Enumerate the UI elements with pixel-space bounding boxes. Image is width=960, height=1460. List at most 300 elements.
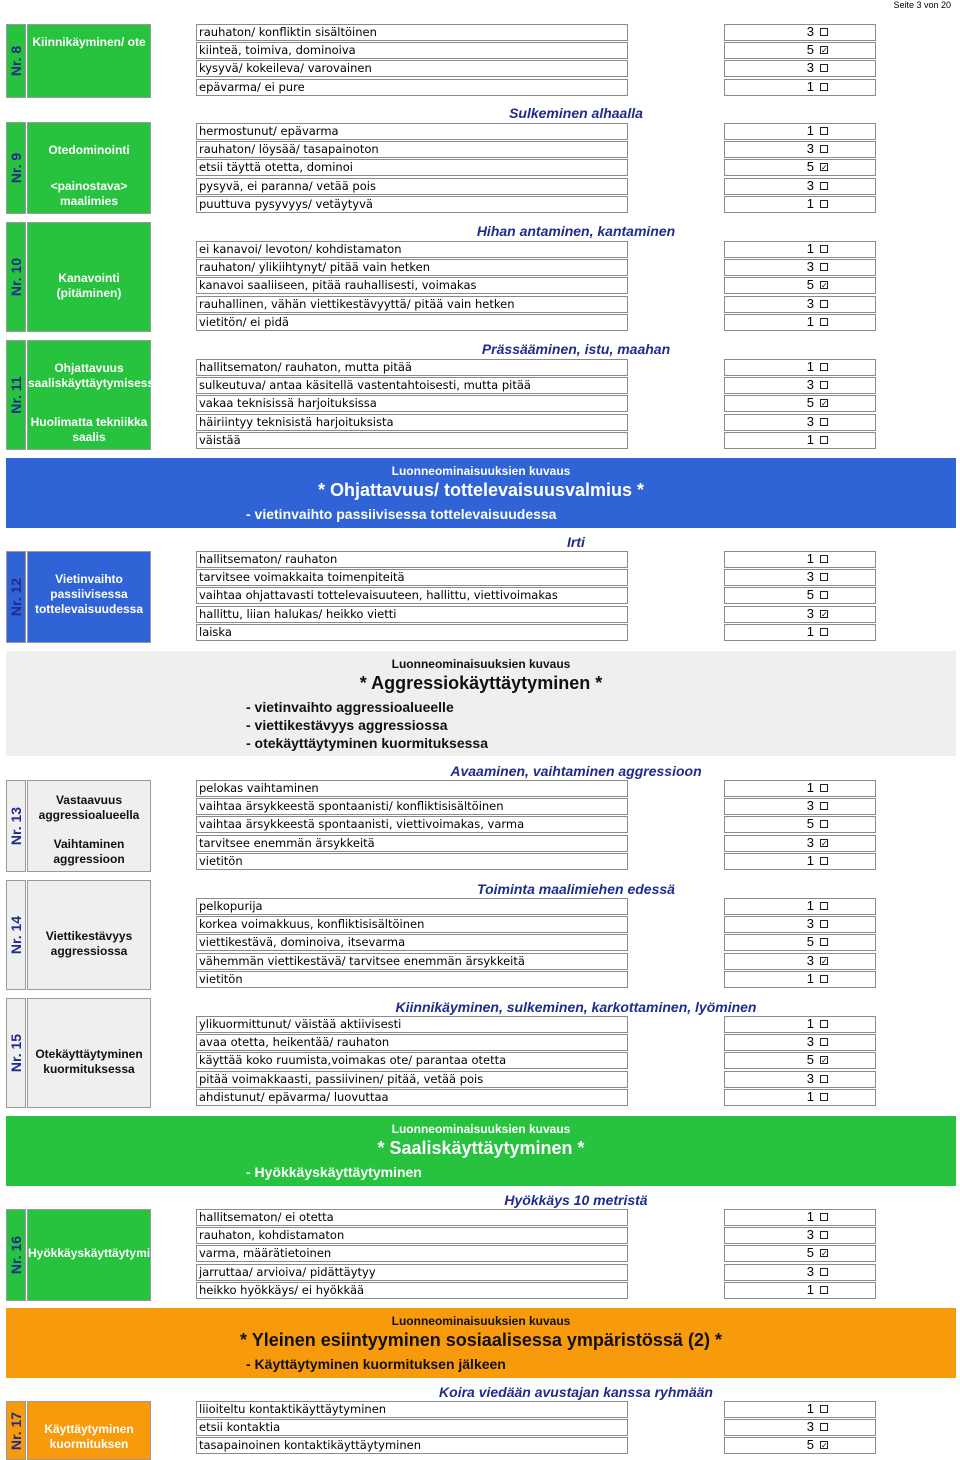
score-checkbox[interactable]	[820, 1038, 828, 1046]
rating-row	[196, 1264, 876, 1282]
score-checkbox[interactable]	[820, 318, 828, 326]
score-cell	[724, 606, 876, 623]
rating-description: varma, määrätietoinen	[196, 1245, 628, 1262]
score-value: 1	[806, 1209, 814, 1224]
description-banner	[6, 1308, 956, 1378]
item-label: Otekäyttäytyminen kuormituksessa	[35, 1047, 143, 1076]
item-label: Ohjattavuus saaliskäyttäytymisessä	[28, 361, 161, 390]
score-checkbox[interactable]	[820, 802, 828, 810]
rating-description: kysyvä/ kokeileva/ varovainen	[196, 60, 628, 77]
item-number-text: Nr. 16	[8, 1235, 24, 1275]
rating-row	[196, 259, 876, 277]
score-cell	[724, 432, 876, 449]
item-number	[6, 122, 26, 214]
score-checkbox[interactable]	[820, 938, 828, 946]
score-checkbox[interactable]	[820, 263, 828, 271]
rating-description: liioiteltu kontaktikäyttäytyminen	[196, 1401, 628, 1418]
rating-row	[196, 123, 876, 141]
score-value: 3	[806, 605, 814, 621]
score-cell	[724, 624, 876, 641]
score-checkbox[interactable]	[820, 200, 828, 208]
rating-description: hallitsematon/ ei otetta	[196, 1209, 628, 1226]
section-title: Kiinnikäyminen, sulkeminen, karkottaminen, lyöminen	[395, 999, 757, 1015]
rating-description: hallittu, liian halukas/ heikko vietti	[196, 606, 628, 623]
score-checkbox[interactable]	[820, 127, 828, 135]
score-value: 1	[806, 623, 814, 639]
banner-title: * Aggressiokäyttäytyminen *	[359, 673, 603, 693]
item-number-text: Nr. 15	[8, 1033, 24, 1073]
item-label: Kanavointi (pitäminen)	[56, 271, 122, 300]
item-label-cell	[27, 780, 151, 872]
score-checkbox[interactable]: ✓	[821, 399, 828, 409]
rating-description: sulkeutuva/ antaa käsitellä vastentahtoisesti, mutta pitää	[196, 377, 628, 394]
rating-row	[196, 414, 876, 432]
rating-row	[196, 359, 876, 377]
score-value: 5	[806, 1052, 814, 1068]
item-label: Viettikestävyys aggressiossa	[45, 929, 133, 958]
section-title: Prässääminen, istu, maahan	[481, 341, 671, 357]
rating-row	[196, 296, 876, 314]
rating-row	[196, 1245, 876, 1263]
rating-description: ahdistunut/ epävarma/ luovuttaa	[196, 1089, 628, 1106]
score-value: 1	[806, 241, 814, 256]
score-checkbox[interactable]: ✓	[821, 46, 828, 56]
item-label: Vaihtaminen aggressioon	[53, 837, 125, 866]
score-cell	[724, 971, 876, 988]
score-checkbox[interactable]	[820, 1075, 828, 1083]
banner-subtitle: - Hyökkäyskäyttäytyminen	[246, 1164, 422, 1180]
rating-row	[196, 934, 876, 952]
item-label: Käyttäytyminen kuormituksen	[44, 1422, 134, 1451]
rating-row	[196, 953, 876, 971]
score-value: 5	[806, 1245, 814, 1261]
score-checkbox[interactable]: ✓	[821, 956, 828, 966]
score-value: 1	[806, 551, 814, 566]
score-cell	[724, 934, 876, 951]
item-number-text: Nr. 11	[8, 376, 24, 414]
score-checkbox[interactable]	[820, 591, 828, 599]
score-cell	[724, 1245, 876, 1262]
score-cell	[724, 587, 876, 604]
score-checkbox[interactable]	[820, 363, 828, 371]
score-cell	[724, 196, 876, 213]
rating-row	[196, 1071, 876, 1089]
score-checkbox[interactable]	[820, 920, 828, 928]
rating-description: tarvitsee voimakkaita toimenpiteitä	[196, 569, 628, 586]
rating-description: rauhaton/ konfliktin sisältöinen	[196, 24, 628, 41]
score-checkbox[interactable]: ✓	[821, 1249, 828, 1259]
description-banner	[6, 458, 956, 528]
rating-description: ylikuormittunut/ väistää aktiivisesti	[196, 1016, 628, 1033]
score-cell	[724, 359, 876, 376]
item-label: Hyökkäyskäyttäytyminen	[28, 1246, 172, 1260]
score-checkbox[interactable]	[820, 975, 828, 983]
score-cell	[724, 551, 876, 568]
score-value: 3	[806, 834, 814, 850]
page-indicator: Seite 3 von 20	[893, 0, 951, 10]
description-banner	[6, 1116, 956, 1186]
item-label-cell	[27, 998, 151, 1108]
rating-description: hallitsematon/ rauhaton, mutta pitää	[196, 359, 628, 376]
rating-row	[196, 1437, 876, 1455]
rating-description: pelokas vaihtaminen	[196, 780, 628, 797]
rating-description: vakaa teknisissä harjoituksissa	[196, 395, 628, 412]
score-value: 3	[806, 798, 814, 814]
rating-description: vaihtaa ohjattavasti tottelevaisuuteen, hallittu, viettivoimakas	[196, 587, 628, 604]
rating-description: laiska	[196, 624, 628, 641]
rating-row	[196, 971, 876, 989]
score-checkbox[interactable]	[820, 820, 828, 828]
score-cell	[724, 916, 876, 933]
score-value: 1	[806, 1401, 814, 1416]
item-number-text: Nr. 17	[8, 1411, 24, 1450]
score-cell	[724, 1419, 876, 1436]
rating-description: epävarma/ ei pure	[196, 79, 628, 96]
score-value: 3	[806, 1034, 814, 1050]
rating-description: kanavoi saaliiseen, pitää rauhallisesti, voimakas	[196, 277, 628, 294]
score-value: 5	[806, 159, 814, 175]
item-number-text: Nr. 12	[8, 577, 24, 617]
score-value: 3	[806, 177, 814, 193]
score-checkbox[interactable]	[820, 145, 828, 153]
score-cell	[724, 159, 876, 176]
score-checkbox[interactable]	[820, 1405, 828, 1413]
rating-description: käyttää koko ruumista,voimakas ote/ parantaa otetta	[196, 1052, 628, 1069]
item-number	[6, 222, 26, 332]
rating-description: vaihtaa ärsykkeestä spontaanisti/ konfliktisisältöinen	[196, 798, 628, 815]
score-checkbox[interactable]	[820, 28, 828, 36]
rating-row	[196, 178, 876, 196]
score-cell	[724, 141, 876, 158]
rating-row	[196, 1089, 876, 1107]
rating-row	[196, 1227, 876, 1245]
section-title: Koira viedään avustajan kanssa ryhmään	[439, 1384, 713, 1400]
score-value: 3	[806, 1419, 814, 1435]
score-value: 5	[806, 816, 814, 832]
rating-row	[196, 24, 876, 42]
rating-row	[196, 79, 876, 97]
score-checkbox[interactable]	[820, 1020, 828, 1028]
score-value: 1	[806, 359, 814, 374]
banner-subtitle: - otekäyttäytyminen kuormituksessa	[246, 735, 488, 751]
score-cell	[724, 1264, 876, 1281]
rating-row	[196, 1016, 876, 1034]
score-checkbox[interactable]	[820, 1093, 828, 1101]
score-checkbox[interactable]	[820, 857, 828, 865]
score-value: 5	[806, 1437, 814, 1453]
score-checkbox[interactable]	[820, 1213, 828, 1221]
rating-row	[196, 916, 876, 934]
score-value: 3	[806, 377, 814, 393]
rating-row	[196, 551, 876, 569]
banner-caption: Luonneominaisuuksien kuvaus	[391, 464, 571, 478]
score-cell	[724, 1016, 876, 1033]
score-value: 3	[806, 1263, 814, 1279]
score-value: 5	[806, 277, 814, 293]
score-cell	[724, 395, 876, 412]
score-cell	[724, 1034, 876, 1051]
score-cell	[724, 277, 876, 294]
score-cell	[724, 1227, 876, 1244]
item-number	[6, 780, 26, 872]
section-title: Avaaminen, vaihtaminen aggressioon	[450, 763, 702, 779]
score-checkbox[interactable]	[820, 784, 828, 792]
rating-row	[196, 159, 876, 177]
score-checkbox[interactable]	[820, 300, 828, 308]
score-checkbox[interactable]: ✓	[821, 1056, 828, 1066]
section-title: Irti	[567, 534, 585, 550]
score-cell	[724, 42, 876, 59]
score-value: 1	[806, 898, 814, 913]
item-label-cell	[27, 1401, 151, 1460]
banner-title: * Ohjattavuus/ tottelevaisuusvalmius *	[317, 480, 645, 500]
banner-subtitle: - viettikestävyys aggressiossa	[246, 717, 448, 733]
rating-description: tasapainoinen kontaktikäyttäytyminen	[196, 1437, 628, 1454]
section-title: Hyökkäys 10 metristä	[504, 1192, 648, 1208]
rating-description: vietitön/ ei pidä	[196, 314, 628, 331]
score-cell	[724, 1089, 876, 1106]
rating-row	[196, 1209, 876, 1227]
item-label-cell	[27, 122, 151, 214]
score-checkbox[interactable]	[820, 64, 828, 72]
item-number	[6, 340, 26, 450]
section-title: Hihan antaminen, kantaminen	[476, 223, 676, 239]
rating-description: viettikestävä, dominoiva, itsevarma	[196, 934, 628, 951]
score-cell	[724, 816, 876, 833]
score-cell	[724, 953, 876, 970]
rating-row	[196, 835, 876, 853]
rating-description: pysyvä, ei paranna/ vetää pois	[196, 178, 628, 195]
score-value: 1	[806, 313, 814, 329]
score-checkbox[interactable]	[820, 245, 828, 253]
rating-row	[196, 1419, 876, 1437]
score-checkbox[interactable]	[820, 1231, 828, 1239]
rating-row	[196, 1282, 876, 1300]
item-label: Kiinnikäyminen/ ote	[32, 35, 146, 49]
item-number	[6, 998, 26, 1108]
rating-description: kiinteä, toimiva, dominoiva	[196, 42, 628, 59]
rating-row	[196, 141, 876, 159]
score-value: 3	[806, 141, 814, 157]
score-cell	[724, 835, 876, 852]
rating-description: rauhaton/ löysää/ tasapainoton	[196, 141, 628, 158]
item-label: Vastaavuus aggressioalueella	[38, 793, 140, 822]
score-cell	[724, 178, 876, 195]
score-cell	[724, 259, 876, 276]
rating-row	[196, 395, 876, 413]
score-cell	[724, 123, 876, 140]
score-cell	[724, 1052, 876, 1069]
item-label-cell	[27, 340, 161, 450]
score-cell	[724, 377, 876, 394]
banner-caption: Luonneominaisuuksien kuvaus	[391, 1122, 571, 1136]
score-checkbox[interactable]: ✓	[821, 163, 828, 173]
score-cell	[724, 569, 876, 586]
score-value: 5	[806, 934, 814, 950]
score-value: 3	[806, 413, 814, 429]
score-value: 3	[806, 1070, 814, 1086]
score-cell	[724, 1209, 876, 1226]
item-number-text: Nr. 9	[8, 152, 24, 184]
score-checkbox[interactable]	[820, 418, 828, 426]
item-label-cell	[27, 1209, 172, 1301]
item-label-cell	[27, 551, 151, 643]
score-value: 1	[806, 123, 814, 138]
rating-row	[196, 241, 876, 259]
score-value: 1	[806, 195, 814, 211]
score-checkbox[interactable]	[820, 555, 828, 563]
score-value: 3	[806, 916, 814, 932]
rating-description: hallitsematon/ rauhaton	[196, 551, 628, 568]
score-cell	[724, 798, 876, 815]
score-value: 3	[806, 952, 814, 968]
score-checkbox[interactable]	[820, 1423, 828, 1431]
score-cell	[724, 1071, 876, 1088]
score-checkbox[interactable]: ✓	[821, 609, 828, 619]
item-number-text: Nr. 14	[8, 915, 24, 955]
rating-description: pitää voimakkaasti, passiivinen/ pitää, vetää pois	[196, 1071, 628, 1088]
score-cell	[724, 296, 876, 313]
score-cell	[724, 314, 876, 331]
section-title: Toiminta maalimiehen edessä	[477, 881, 675, 897]
score-value: 3	[806, 60, 814, 76]
rating-description: etsii kontaktia	[196, 1419, 628, 1436]
rating-description: tarvitsee enemmän ärsykkeitä	[196, 835, 628, 852]
banner-subtitle: - Käyttäytyminen kuormituksen jälkeen	[246, 1356, 506, 1372]
banner-caption: Luonneominaisuuksien kuvaus	[391, 1314, 571, 1328]
rating-row	[196, 798, 876, 816]
score-value: 5	[806, 395, 814, 411]
rating-description: väistää	[196, 432, 628, 449]
rating-description: rauhallinen, vähän viettikestävyyttä/ pitää vain hetken	[196, 296, 628, 313]
item-number-text: Nr. 8	[8, 45, 24, 77]
score-cell	[724, 780, 876, 797]
score-cell	[724, 1282, 876, 1299]
rating-description: vähemmän viettikestävä/ tarvitsee enemmän ärsykkeitä	[196, 953, 628, 970]
score-value: 1	[806, 431, 814, 447]
banner-title: * Saaliskäyttäytyminen *	[377, 1138, 585, 1158]
rating-description: pelkopurija	[196, 898, 628, 915]
score-checkbox[interactable]	[820, 1268, 828, 1276]
banner-subtitle: - vietinvaihto aggressioalueelle	[246, 699, 454, 715]
item-label: Otedominointi	[48, 143, 130, 157]
score-checkbox[interactable]: ✓	[821, 1441, 828, 1451]
score-cell	[724, 241, 876, 258]
item-label: <painostava> maalimies	[50, 179, 128, 208]
score-value: 5	[806, 587, 814, 603]
score-checkbox[interactable]: ✓	[821, 281, 828, 291]
item-label-cell	[27, 880, 151, 990]
rating-row	[196, 780, 876, 798]
score-checkbox[interactable]: ✓	[821, 838, 828, 848]
item-label-cell	[27, 222, 151, 332]
score-value: 3	[806, 1227, 814, 1243]
rating-row	[196, 853, 876, 871]
score-value: 1	[806, 852, 814, 868]
score-value: 1	[806, 1016, 814, 1031]
item-number	[6, 880, 26, 990]
score-cell	[724, 60, 876, 77]
score-checkbox[interactable]	[820, 573, 828, 581]
rating-description: rauhaton, kohdistamaton	[196, 1227, 628, 1244]
rating-description: heikko hyökkäys/ ei hyökkää	[196, 1282, 628, 1299]
banner-subtitle: - vietinvaihto passiivisessa tottelevaisuudessa	[246, 506, 557, 522]
score-cell	[724, 1437, 876, 1454]
rating-row	[196, 816, 876, 834]
rating-row	[196, 624, 876, 642]
score-checkbox[interactable]	[820, 182, 828, 190]
banner-caption: Luonneominaisuuksien kuvaus	[391, 657, 571, 671]
score-value: 3	[806, 24, 814, 39]
rating-description: vietitön	[196, 971, 628, 988]
rating-description: vietitön	[196, 853, 628, 870]
item-label: Huolimatta tekniikka saalis	[30, 415, 148, 444]
score-cell	[724, 414, 876, 431]
item-number	[6, 1401, 26, 1460]
rating-description: puuttuva pysyvyys/ vetäytyvä	[196, 196, 628, 213]
rating-row	[196, 60, 876, 78]
rating-description: ei kanavoi/ levoton/ kohdistamaton	[196, 241, 628, 258]
rating-description: jarruttaa/ arvioiva/ pidättäytyy	[196, 1264, 628, 1281]
score-cell	[724, 79, 876, 96]
rating-row	[196, 1052, 876, 1070]
rating-row	[196, 898, 876, 916]
rating-row	[196, 196, 876, 214]
rating-description: korkea voimakkuus, konfliktisisältöinen	[196, 916, 628, 933]
rating-row	[196, 314, 876, 332]
rating-row	[196, 42, 876, 60]
score-value: 1	[806, 78, 814, 94]
section-title: Sulkeminen alhaalla	[509, 105, 643, 121]
score-value: 5	[806, 42, 814, 58]
item-number-text: Nr. 13	[8, 806, 24, 846]
description-banner	[6, 651, 956, 756]
score-value: 3	[806, 295, 814, 311]
item-number	[6, 1209, 26, 1301]
score-cell	[724, 898, 876, 915]
score-value: 3	[806, 569, 814, 585]
banner-title: * Yleinen esiintyyminen sosiaalisessa ympäristössä (2) *	[240, 1330, 722, 1350]
score-checkbox[interactable]	[820, 83, 828, 91]
score-value: 1	[806, 1088, 814, 1104]
rating-description: rauhaton/ ylikiihtynyt/ pitää vain hetken	[196, 259, 628, 276]
score-value: 1	[806, 1281, 814, 1297]
rating-row	[196, 432, 876, 450]
score-checkbox[interactable]	[820, 381, 828, 389]
score-checkbox[interactable]	[820, 628, 828, 636]
score-checkbox[interactable]	[820, 436, 828, 444]
score-value: 3	[806, 259, 814, 275]
item-label: Vietinvaihto passiivisessa tottelevaisuudessa	[34, 572, 144, 616]
score-value: 1	[806, 970, 814, 986]
score-cell	[724, 1401, 876, 1418]
score-value: 1	[806, 780, 814, 795]
item-number	[6, 551, 26, 643]
rating-row	[196, 1034, 876, 1052]
score-cell	[724, 24, 876, 41]
rating-description: vaihtaa ärsykkeestä spontaanisti, viettivoimakas, varma	[196, 816, 628, 833]
rating-row	[196, 277, 876, 295]
rating-row	[196, 1401, 876, 1419]
rating-row	[196, 569, 876, 587]
rating-description: häiriintyy teknisistä harjoituksista	[196, 414, 628, 431]
rating-description: etsii täyttä otetta, dominoi	[196, 159, 628, 176]
rating-description: hermostunut/ epävarma	[196, 123, 628, 140]
rating-row	[196, 377, 876, 395]
score-checkbox[interactable]	[820, 1286, 828, 1294]
score-checkbox[interactable]	[820, 902, 828, 910]
rating-row	[196, 587, 876, 605]
